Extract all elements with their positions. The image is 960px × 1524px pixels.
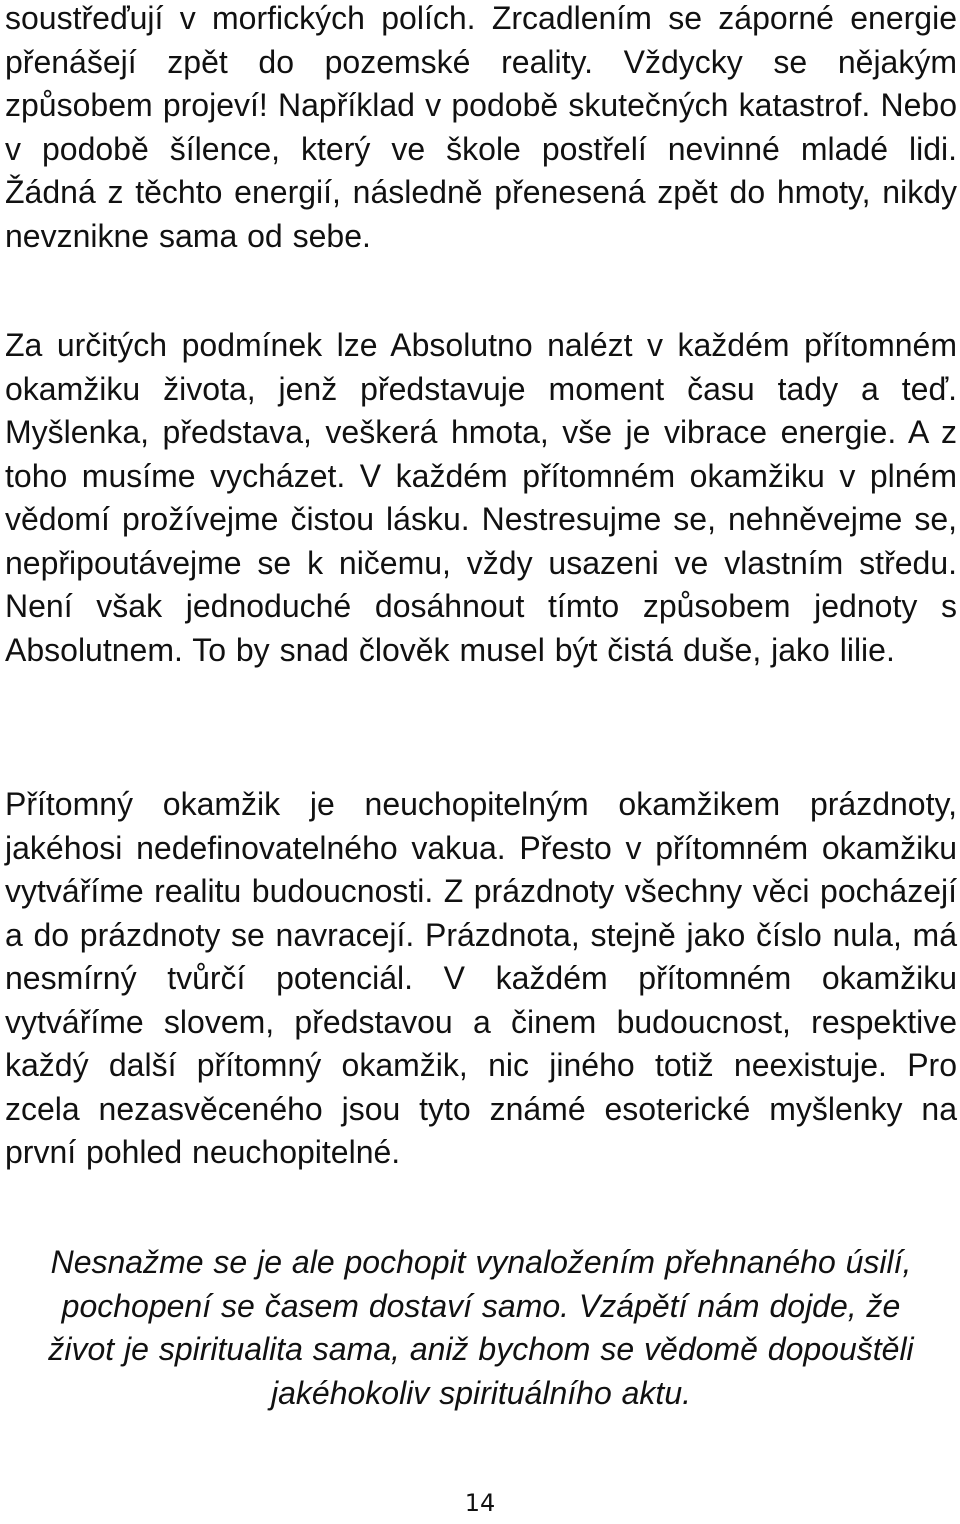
paragraph-2: Za určitých podmínek lze Absolutno nalézt v každém přítomném okamžiku života, jenž představuje moment času tady a teď. Myšlenka, představa, veškerá hmota, vše je vibrace energie. A z toho musíme vycházet. V každém přítomném okamžiku v plném vědomí prožívejme čistou lásku. Nestresujme se, nehněvejme se, nepřipoutávejme se k ničemu, vždy usazeni ve vlastním středu. Není však jednoduché dosáhnout tímto způsobem jednoty s Absolutnem. To by snad člověk musel být čistá duše, jako lilie.	[5, 327, 957, 668]
paragraph-4-italic: Nesnažme se je ale pochopit vynaložením přehnaného úsilí, pochopení se časem dostaví samo. Vzápětí nám dojde, že život je spiritualita sama, aniž bychom se vědomě dopouštěli jakéhokoliv spirituálního aktu.	[48, 1244, 914, 1411]
paragraph-3: Přítomný okamžik je neuchopitelným okamžikem prázdnoty, jakéhosi nedefinovatelného vakua. Přesto v přítomném okamžiku vytváříme realitu budoucnosti. Z prázdnoty všechny věci pocházejí a do prázdnoty se navracejí. Prázdnota, stejně jako číslo nula, má nesmírný tvůrčí potenciál. V každém přítomném okamžiku vytváříme slovem, představou a činem budoucnost, respektive každý další přítomný okamžik, nic jiného totiž neexistuje. Pro zcela nezasvěceného jsou tyto známé esoterické myšlenky na první pohled neuchopitelné.	[5, 786, 957, 1170]
page-number: 14	[464, 1489, 496, 1517]
paragraph-1: soustřeďují v morfických polích. Zrcadlením se záporné energie přenášejí zpět do pozemské reality. Vždycky se nějakým způsobem projeví! Například v podobě skutečných katastrof. Nebo v podobě šílence, který ve škole postřelí nevinné mladé lidi. Žádná z těchto energií, následně přenesená zpět do hmoty, nikdy nevznikne sama od sebe.	[5, 0, 957, 254]
